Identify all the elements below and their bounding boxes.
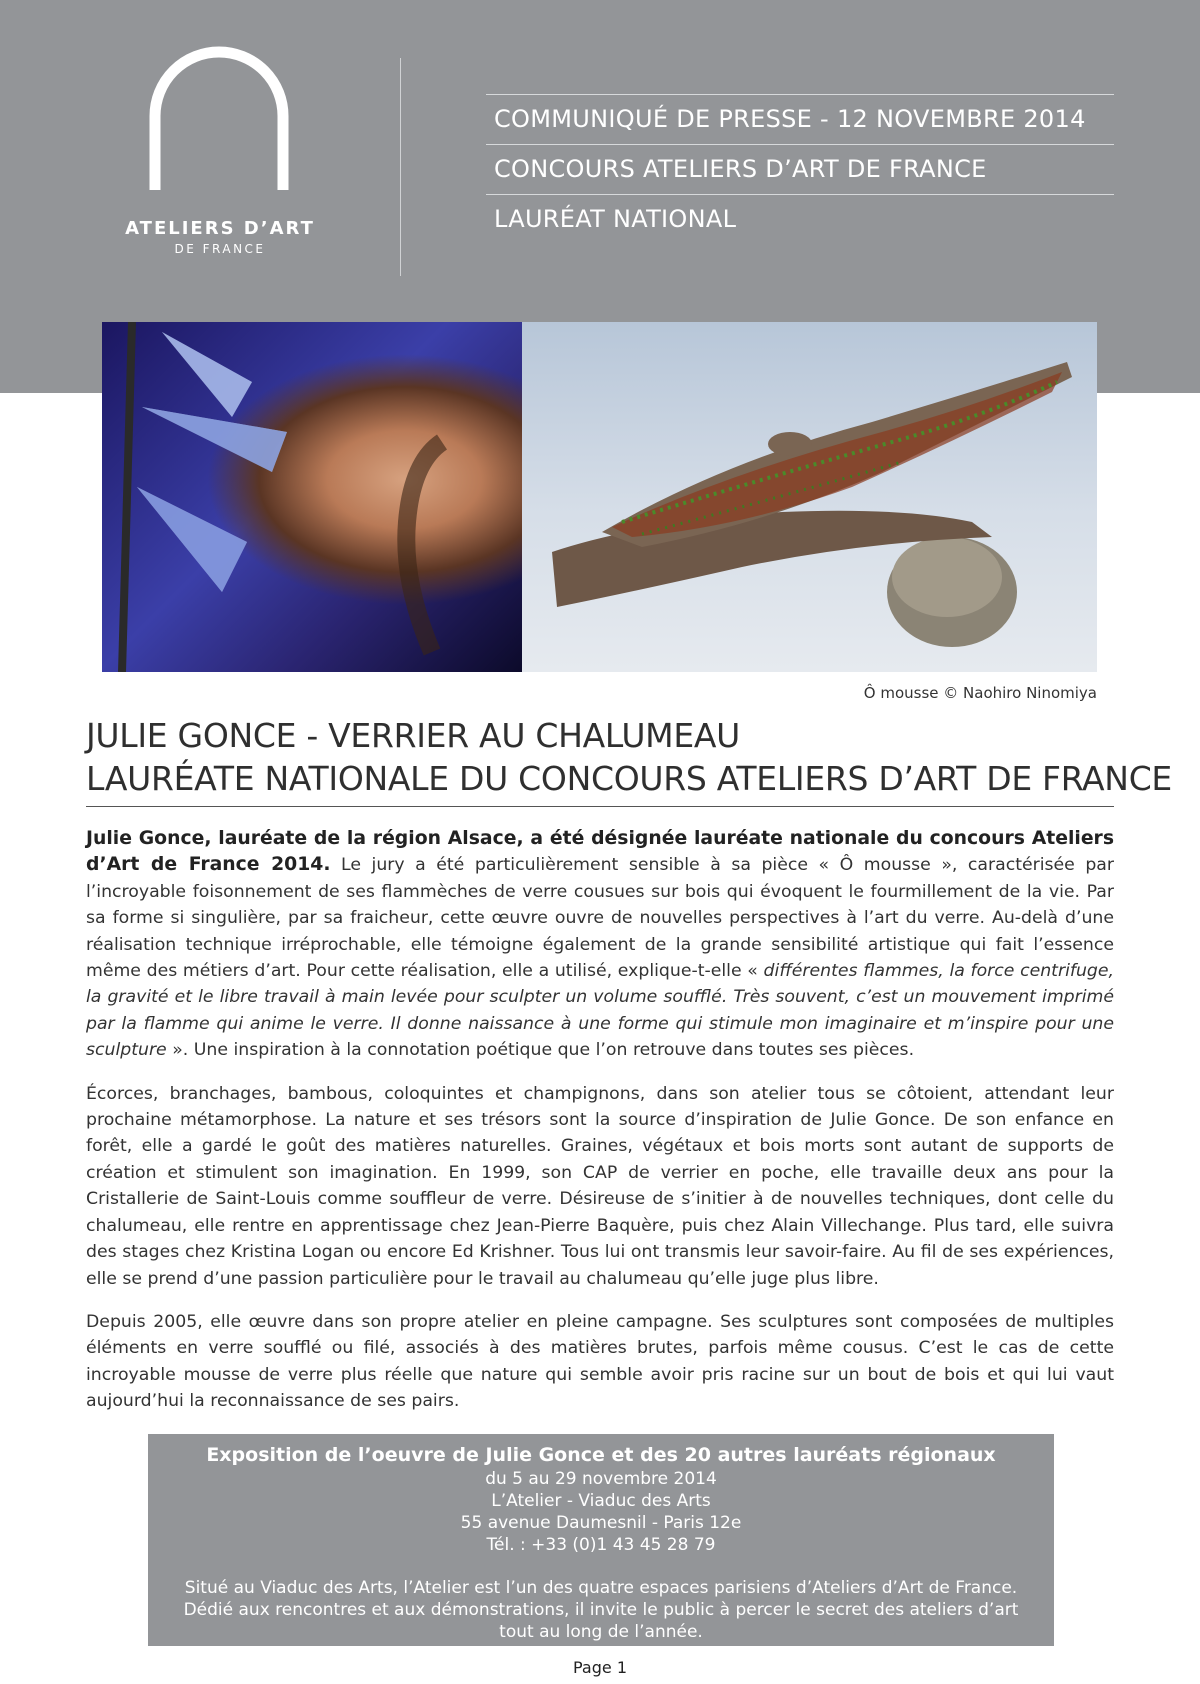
exhibition-box [148, 1434, 1054, 1646]
press-release-date: COMMUNIQUÉ DE PRESSE - 12 NOVEMBRE 2014 [486, 94, 1114, 144]
header-info [486, 94, 1114, 244]
exhibition-note: Situé au Viaduc des Arts, l’Atelier est l’un des quatre espaces parisiens d’Ateliers d’Art de France. Dédié aux rencontres et aux démonstrations, il invite le public à percer le secret des ateliers d’art tout au long de l’année. [183, 1578, 1019, 1642]
lead-sentence: Julie Gonce, lauréate de la région Alsace, a été désignée lauréate nationale du concours Ateliers d’Art de France 2014. [86, 828, 1114, 876]
brand-logo [100, 46, 340, 266]
page-title [86, 714, 1172, 800]
paragraph-3: Depuis 2005, elle œuvre dans son propre atelier en pleine campagne. Ses sculptures sont composées de multiples éléments en verre soufflé ou filé, associés à des matières brutes, parfois même cousus. C’est le cas de cette incroyable mousse de verre plus réelle que nature qui semble avoir pris racine sur un bout de bois et qui lui vaut aujourd’hui la reconnaissance de ses pairs. [86, 1311, 1114, 1412]
exhibition-venue: L’Atelier - Viaduc des Arts [491, 1491, 711, 1511]
photo-caption: Ô mousse © Naohiro Ninomiya [863, 684, 1097, 702]
page-number: Page 1 [573, 1658, 627, 1677]
brand-name: ATELIERS D’ART [125, 218, 315, 239]
artwork-o-mousse-photo [522, 322, 1097, 672]
header-divider [400, 58, 401, 276]
title-divider [86, 806, 1114, 807]
paragraph-1 [86, 826, 1114, 1064]
title-line-2: LAURÉATE NATIONALE DU CONCOURS ATELIERS D’ART DE FRANCE [86, 759, 1172, 798]
article-body [86, 826, 1114, 1432]
logo-arch-icon [145, 46, 295, 196]
paragraph-1-text: Le jury a été particulièrement sensible à sa pièce « Ô mousse », caractérisée par l’incroyable foisonnement de ses flammèches de verre cousues sur bois qui évoquent le fourmillement de la vie. Par sa forme si singulière, par sa fraicheur, cette œuvre ouvre de nouvelles perspectives à l’art du verre. Au-delà d’une réalisation technique irréprochable, elle témoigne également de la grande sensibilité artistique qui fait l’essence même des métiers d’art. Pour cette réalisation, elle a utilisé, explique-t-elle « [86, 855, 1114, 982]
award-label: LAURÉAT NATIONAL [486, 194, 1114, 244]
paragraph-1-end: ». Une inspiration à la connotation poétique que l’on retrouve dans toutes ses pièces. [166, 1040, 915, 1061]
exhibition-title: Exposition de l’oeuvre de Julie Gonce et des 20 autres lauréats régionaux [206, 1444, 996, 1466]
contest-name: CONCOURS ATELIERS D’ART DE FRANCE [486, 144, 1114, 194]
exhibition-phone: Tél. : +33 (0)1 43 45 28 79 [486, 1535, 716, 1555]
title-line-1: JULIE GONCE - VERRIER AU CHALUMEAU [86, 716, 741, 755]
exhibition-dates: du 5 au 29 novembre 2014 [485, 1469, 717, 1489]
exhibition-address: 55 avenue Daumesnil - Paris 12e [460, 1513, 742, 1533]
artist-portrait-photo [102, 322, 522, 672]
brand-subtitle: DE FRANCE [174, 242, 266, 256]
paragraph-2: Écorces, branchages, bambous, coloquintes et champignons, dans son atelier tous se côtoient, attendant leur prochaine métamorphose. La nature et ses trésors sont la source d’inspiration de Julie Gonce. De son enfance en forêt, elle a gardé le goût des matières naturelles. Graines, végétaux et bois morts sont autant de supports de création et stimulent son imagination. En 1999, son CAP de verrier en poche, elle travaille deux ans pour la Cristallerie de Saint-Louis comme souffleur de verre. Désireuse de s’initier à de nouvelles techniques, dont celle du chalumeau, elle rentre en apprentissage chez Jean-Pierre Baquère, puis chez Alain Villechange. Plus tard, elle suivra des stages chez Kristina Logan ou encore Ed Krishner. Tous lui ont transmis leur savoir-faire. Au fil de ses expériences, elle se prend d’une passion particulière pour le travail au chalumeau qu’elle juge plus libre. [86, 1083, 1114, 1289]
artist-quote: différentes flammes, la force centrifuge, la gravité et le libre travail à main levée pour sculpter un volume soufflé. Très souvent, c’est un mouvement imprimé par la flamme qui anime le verre. Il donne naissance à une forme qui stimule mon imaginaire et m’inspire pour une sculpture [86, 961, 1114, 1061]
